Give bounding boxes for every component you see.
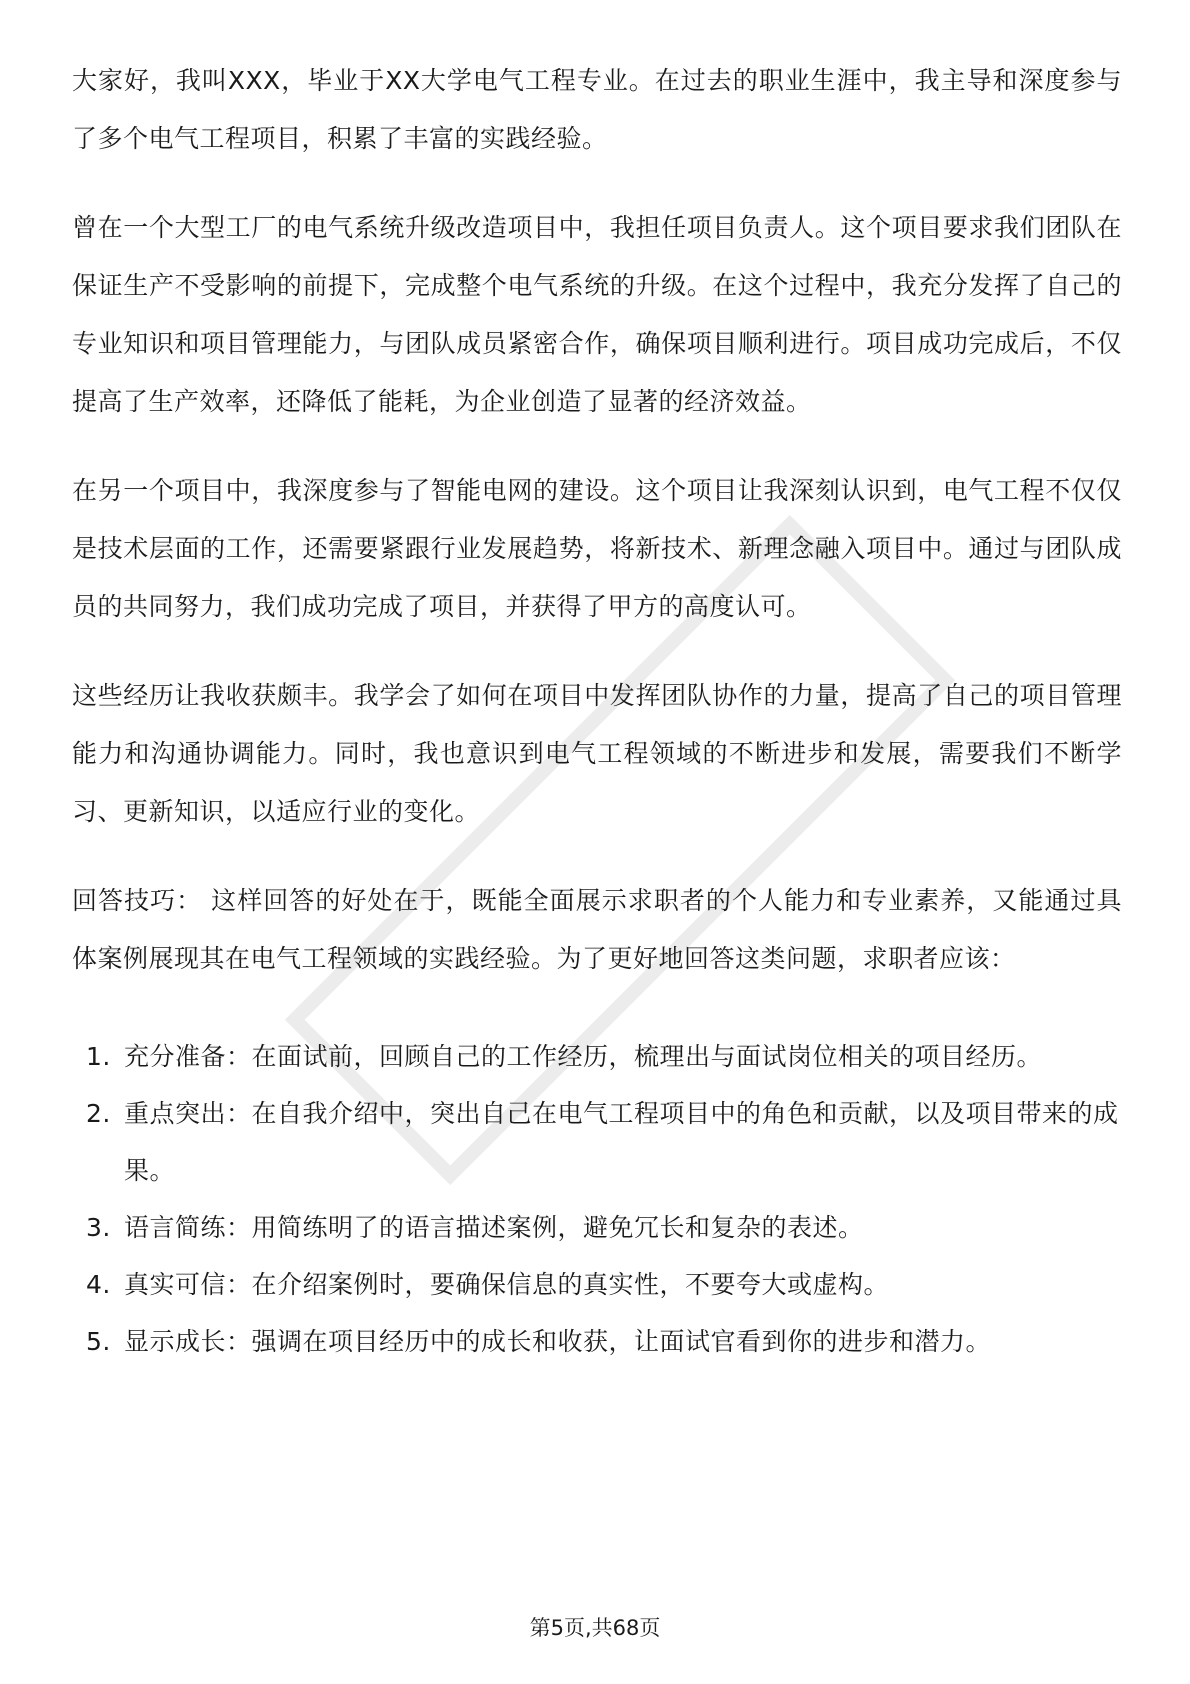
- list-item-number: 3.: [86, 1213, 111, 1242]
- list-item-number: 5.: [86, 1327, 111, 1356]
- paragraph-project-smart-grid: 在另一个项目中，我深度参与了智能电网的建设。这个项目让我深刻认识到，电气工程不仅仅是技术层面的工作，还需要紧跟行业发展趋势，将新技术、新理念融入项目中。通过与团队成员的共同努力，我们成功完成了项目，并获得了甲方的高度认可。: [72, 476, 1122, 621]
- list-item-text: 真实可信：在介绍案例时，要确保信息的真实性，不要夸大或虚构。: [124, 1270, 890, 1299]
- list-item: [72, 1085, 1122, 1199]
- list-item-text: 重点突出：在自我介绍中，突出自己在电气工程项目中的角色和贡献，以及项目带来的成果。: [124, 1099, 1119, 1185]
- list-item-text: 显示成长：强调在项目经历中的成长和收获，让面试官看到你的进步和潜力。: [124, 1327, 992, 1356]
- list-item: [72, 1028, 1122, 1085]
- document-page: [72, 52, 1122, 1370]
- paragraph-gains: 这些经历让我收获颇丰。我学会了如何在项目中发挥团队协作的力量，提高了自己的项目管理能力和沟通协调能力。同时，我也意识到电气工程领域的不断进步和发展，需要我们不断学习、更新知识，以适应行业的变化。: [72, 681, 1122, 826]
- paragraph-intro: 大家好，我叫XXX，毕业于XX大学电气工程专业。在过去的职业生涯中，我主导和深度参与了多个电气工程项目，积累了丰富的实践经验。: [72, 66, 1122, 153]
- paragraph-project-upgrade: 曾在一个大型工厂的电气系统升级改造项目中，我担任项目负责人。这个项目要求我们团队在保证生产不受影响的前提下，完成整个电气系统的升级。在这个过程中，我充分发挥了自己的专业知识和项目管理能力，与团队成员紧密合作，确保项目顺利进行。项目成功完成后，不仅提高了生产效率，还降低了能耗，为企业创造了显著的经济效益。: [72, 213, 1122, 416]
- list-item: [72, 1256, 1122, 1313]
- list-item: [72, 1313, 1122, 1370]
- list-item-text: 充分准备：在面试前，回顾自己的工作经历，梳理出与面试岗位相关的项目经历。: [124, 1042, 1043, 1071]
- paragraph-answer-tips: 回答技巧： 这样回答的好处在于，既能全面展示求职者的个人能力和专业素养，又能通过具体案例展现其在电气工程领域的实践经验。为了更好地回答这类问题，求职者应该：: [72, 886, 1122, 973]
- list-item-number: 1.: [86, 1042, 111, 1071]
- list-item-number: 2.: [86, 1099, 111, 1128]
- tips-list: [72, 1028, 1122, 1370]
- list-item: [72, 1199, 1122, 1256]
- page-number: 第5页,共68页: [529, 1616, 661, 1640]
- list-item-number: 4.: [86, 1270, 111, 1299]
- list-item-text: 语言简练：用简练明了的语言描述案例，避免冗长和复杂的表述。: [124, 1213, 864, 1242]
